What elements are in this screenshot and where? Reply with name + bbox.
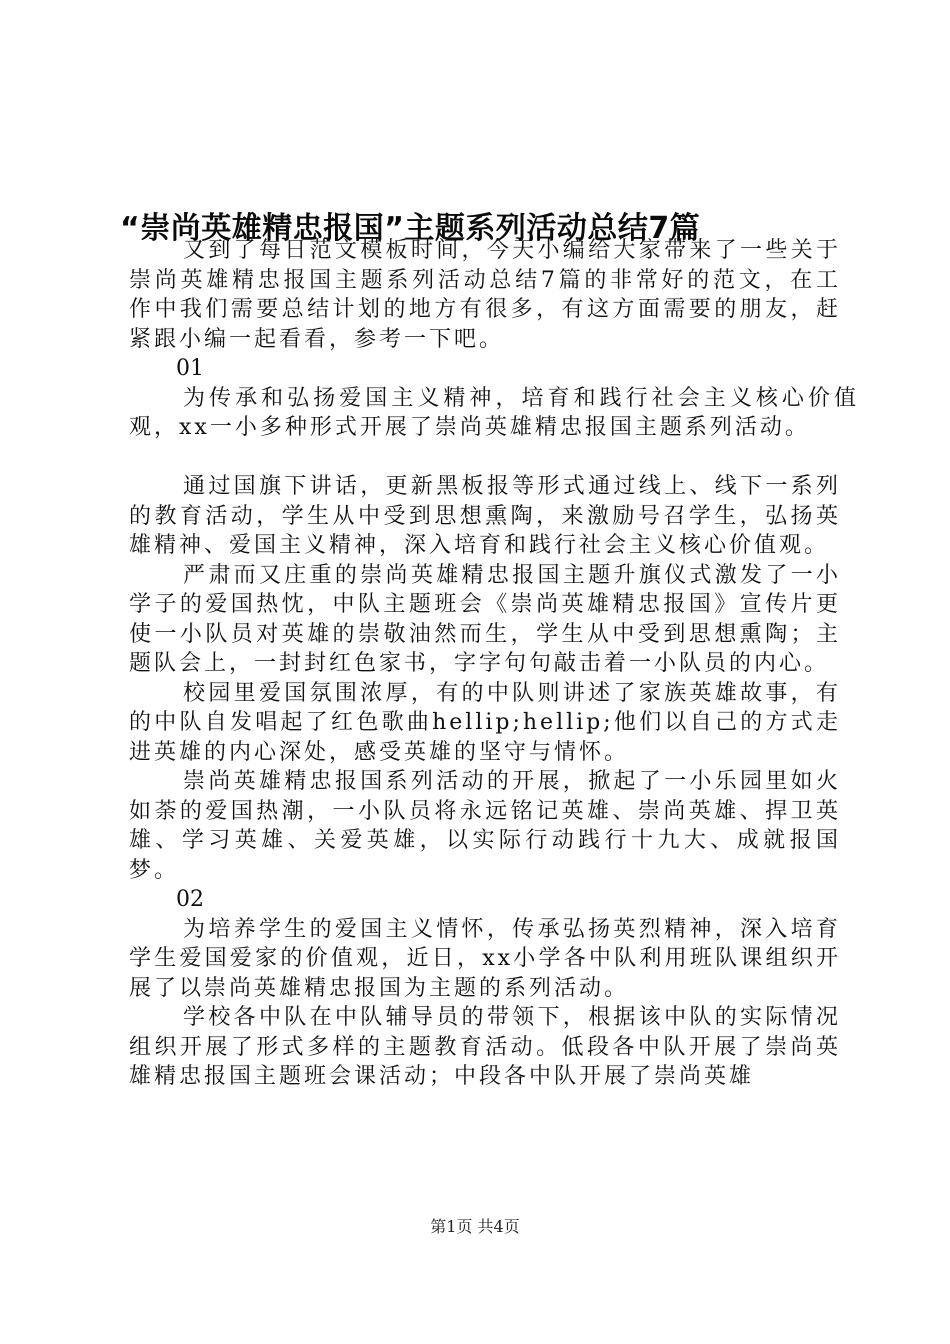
section1-paragraph-4: 校园里爱国氛围浓厚，有的中队则讲述了家族英雄故事，有的中队自发唱起了红色歌曲hellip;hellip;他们以自己的方式走进英雄的内心深处，感受英雄的坚守与情怀。: [129, 680, 841, 765]
section-number-01: 01: [176, 356, 204, 381]
section2-paragraph-2: 学校各中队在中队辅导员的带领下，根据该中队的实际情况组织开展了形式多样的主题教育活动。低段各中队开展了崇尚英雄精忠报国主题班会课活动；中段各中队开展了崇尚英雄: [129, 1005, 841, 1089]
document-title: “崇尚英雄精忠报国”主题系列活动总结7篇: [120, 211, 701, 247]
section1-paragraph-3: 严肃而又庄重的崇尚英雄精忠报国主题升旗仪式激发了一小学子的爱国热忱，中队主题班会《崇尚英雄精忠报国》宣传片更使一小队员对英雄的崇敬油然而生，学生从中受到思想熏陶；主题队会上，一封封红色家书，字字句句敲击着一小队员的内心。: [129, 562, 841, 676]
section1-paragraph-1: 为传承和弘扬爱国主义精神，培育和践行社会主义核心价值观，xx一小多种形式开展了崇尚英雄精忠报国主题系列活动。: [129, 385, 859, 440]
page-footer: 第1页 共4页: [430, 1217, 520, 1236]
intro-paragraph: 又到了每日范文模板时间，今天小编给大家带来了一些关于崇尚英雄精忠报国主题系列活动总结7篇的非常好的范文，在工作中我们需要总结计划的地方有很多，有这方面需要的朋友，赶紧跟小编一起看看，参考一下吧。: [129, 238, 841, 352]
document-body: [129, 236, 859, 1092]
section1-paragraph-5: 崇尚英雄精忠报国系列活动的开展，掀起了一小乐园里如火如荼的爱国热潮，一小队员将永远铭记英雄、崇尚英雄、捍卫英雄、学习英雄、关爱英雄，以实际行动践行十九大、成就报国梦。: [129, 769, 841, 883]
blank-line: [129, 443, 841, 473]
section1-paragraph-2: 通过国旗下讲话，更新黑板报等形式通过线上、线下一系列的教育活动，学生从中受到思想熏陶，来激励号召学生，弘扬英雄精神、爱国主义精神，深入培育和践行社会主义核心价值观。: [129, 474, 841, 558]
section-number-02: 02: [176, 887, 204, 912]
section2-paragraph-1: 为培养学生的爱国主义情怀，传承弘扬英烈精神，深入培育学生爱国爱家的价值观，近日，xx小学各中队利用班队课组织开展了以崇尚英雄精忠报国为主题的系列活动。: [129, 916, 841, 1001]
